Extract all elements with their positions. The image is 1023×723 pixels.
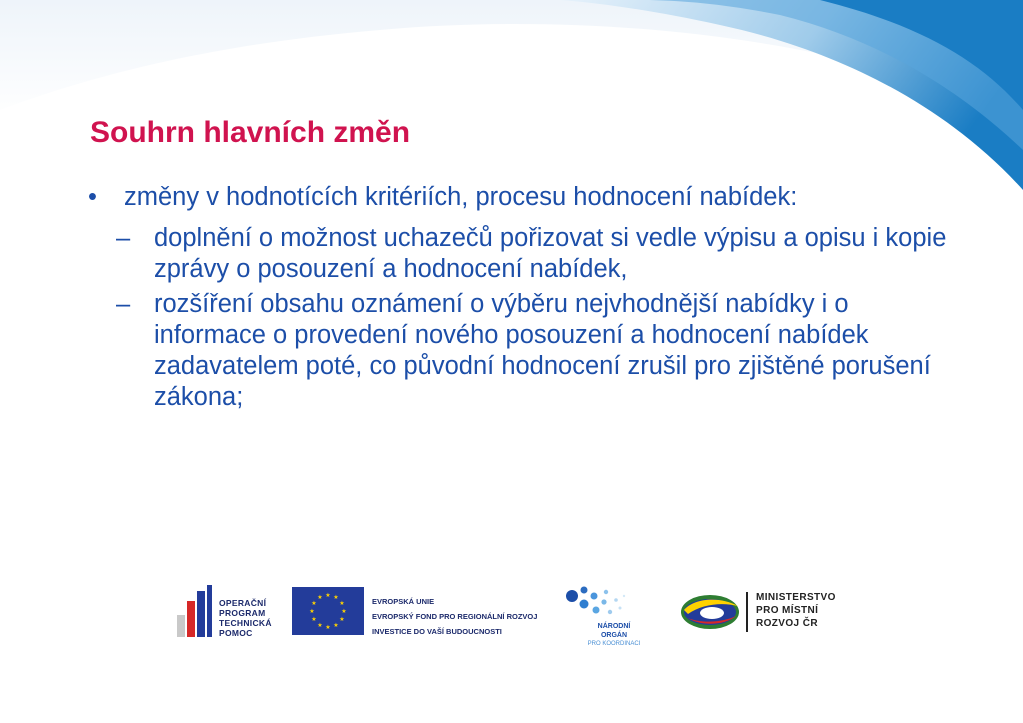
slide-title: Souhrn hlavních změn: [90, 116, 411, 149]
sub-bullet-text: rozšíření obsahu oznámení o výběru nejvhodnější nabídky i o informace o provedení nového posouzení a hodnocení nabídek zadavatelem poté, co původní hodnocení zrušil pro zjištěné porušení zákona;: [154, 290, 931, 411]
svg-text:★: ★: [339, 600, 345, 607]
optp-bars-logo-icon: [177, 585, 217, 637]
svg-text:★: ★: [333, 622, 339, 629]
sub-bullet-item: [88, 289, 948, 413]
nok-logo-text: NÁRODNÍ ORGÁN PRO KOORDINACI: [587, 623, 641, 647]
svg-text:★: ★: [311, 600, 317, 607]
bullet-item: [88, 182, 948, 213]
optp-logo-text: OPERAČNÍ PROGRAM TECHNICKÁ POMOC: [219, 598, 272, 638]
sub-bullet-item: [88, 223, 948, 285]
bullet-marker: •: [88, 183, 97, 211]
svg-text:★: ★: [341, 608, 347, 615]
mmr-emblem-icon: [680, 592, 742, 632]
bullet-text: změny v hodnotících kritériích, procesu hodnocení nabídek:: [124, 183, 798, 211]
svg-text:★: ★: [339, 616, 345, 623]
svg-text:★: ★: [309, 608, 315, 615]
eu-logo-text: EVROPSKÁ UNIE EVROPSKÝ FOND PRO REGIONÁLNÍ ROZVOJ INVESTICE DO VAŠÍ BUDOUCNOSTI: [372, 597, 538, 636]
slide-content: [88, 182, 948, 413]
svg-text:★: ★: [325, 592, 331, 599]
dots-logo-icon: [562, 584, 632, 624]
svg-text:★: ★: [333, 594, 339, 601]
sub-bullet-text: doplnění o možnost uchazečů pořizovat si vedle výpisu a opisu i kopie zprávy o posouzení a hodnocení nabídek,: [154, 224, 947, 283]
sub-bullet-marker: –: [116, 224, 131, 252]
svg-text:★: ★: [311, 616, 317, 623]
mmr-logo-divider: [746, 592, 748, 632]
footer-logos: [0, 580, 1023, 650]
mmr-logo-text: MINISTERSTVO PRO MÍSTNÍ ROZVOJ ČR: [756, 592, 836, 629]
svg-text:★: ★: [317, 594, 323, 601]
eu-flag-icon: [292, 587, 364, 635]
svg-text:★: ★: [325, 624, 331, 631]
svg-text:★: ★: [317, 622, 323, 629]
sub-bullet-marker: –: [116, 290, 131, 318]
